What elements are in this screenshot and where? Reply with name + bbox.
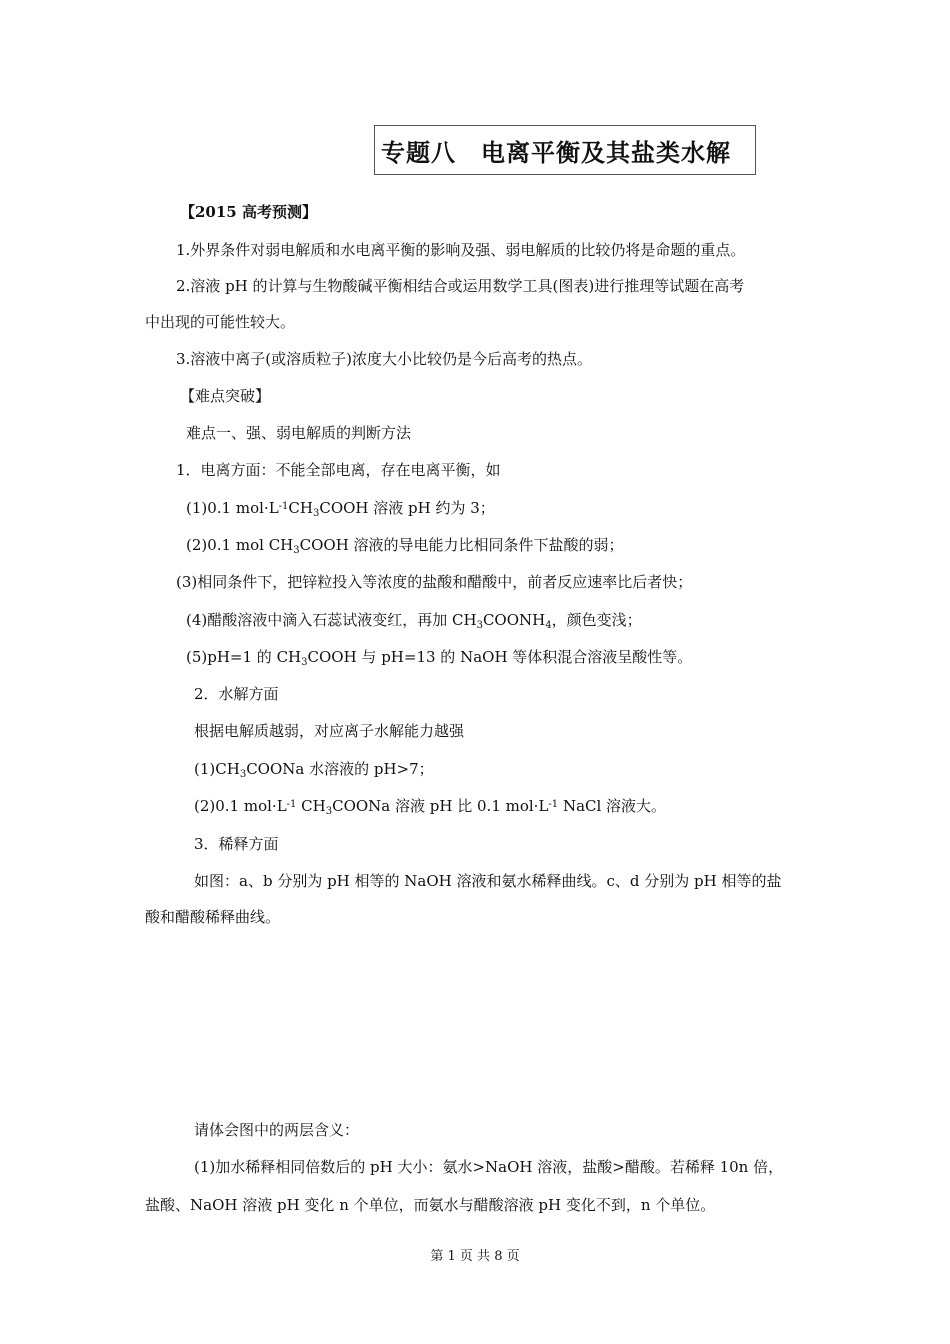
subscript: 3	[301, 657, 308, 668]
ionization-item-4	[186, 610, 642, 630]
difficulty-point-1: 难点一、强、弱电解质的判断方法	[186, 424, 412, 442]
text-run: (1)0.1 mol·L	[186, 499, 279, 517]
hydrolysis-item-2	[194, 796, 666, 816]
text-run: (5)pH=1 的 CH	[186, 648, 302, 666]
subscript: 3	[312, 508, 320, 519]
text-run: COOH 溶液的导电能力比相同条件下盐酸的弱；	[299, 536, 624, 554]
text-run: COOH 溶液 pH 约为 3；	[319, 499, 495, 517]
ionization-item-3: (3)相同条件下，把锌粒投入等浓度的盐酸和醋酸中，前者反应速率比后者快；	[176, 573, 693, 591]
ionization-item-2	[186, 535, 624, 555]
hydrolysis-item-1	[194, 759, 434, 779]
text-run: COONH	[482, 611, 546, 629]
dilution-text-line-2: 酸和醋酸稀释曲线。	[145, 908, 281, 926]
forecast-item-2: 2.溶液 pH 的计算与生物酸碱平衡相结合或运用数学工具(图表)进行推理等试题在高考	[176, 277, 745, 295]
meaning-1-line-1: (1)加水稀释相同倍数后的 pH 大小：氨水>NaOH 溶液，盐酸>醋酸。若稀释 10n 倍，	[194, 1158, 784, 1176]
dilution-text-line-1: 如图：a、b 分别为 pH 相等的 NaOH 溶液和氨水稀释曲线。c、d 分别为 pH 相等的盐	[194, 872, 782, 890]
text-run: (2)0.1 mol·L	[194, 797, 287, 815]
document-title-text: 专题八 电离平衡及其盐类水解	[381, 138, 731, 167]
text-run: COONa 水溶液的 pH>7；	[246, 760, 434, 778]
page-footer: 第 1 页 共 8 页	[430, 1249, 520, 1264]
forecast-item-1: 1.外界条件对弱电解质和水电离平衡的影响及强、弱电解质的比较仍将是命题的重点。	[176, 241, 746, 259]
forecast-item-3: 3.溶液中离子(或溶质粒子)浓度大小比较仍是今后高考的热点。	[176, 350, 593, 368]
text-run: (4)醋酸溶液中滴入石蕊试液变红，再加 CH	[186, 611, 477, 629]
superscript: -1	[286, 799, 297, 810]
text-run: CH	[296, 797, 326, 815]
text-run: NaCl 溶液大。	[558, 797, 667, 815]
ionization-item-1	[186, 498, 495, 518]
breakthrough-heading: 【难点突破】	[180, 387, 271, 405]
superscript: -1	[278, 501, 289, 512]
subscript: 4	[545, 620, 552, 631]
forecast-heading: 【2015 高考预测】	[180, 203, 317, 221]
subscript: 3	[239, 769, 247, 780]
text-run: COONa 溶液 pH 比 0.1 mol·L	[332, 797, 549, 815]
figure-prompt: 请体会图中的两层含义：	[194, 1121, 360, 1139]
document-title	[374, 125, 756, 175]
dilution-heading: 3．稀释方面	[194, 835, 279, 853]
hydrolysis-heading: 2．水解方面	[194, 685, 279, 703]
text-run: COOH 与 pH=13 的 NaOH 等体积混合溶液呈酸性等。	[307, 648, 693, 666]
superscript: -1	[548, 799, 559, 810]
subscript: 3	[476, 620, 483, 631]
subscript: 3	[325, 806, 333, 817]
ionization-heading: 1．电离方面：不能全部电离，存在电离平衡，如	[176, 461, 501, 479]
text-run: (1)CH	[194, 760, 240, 778]
forecast-item-2-cont: 中出现的可能性较大。	[145, 313, 296, 331]
subscript: 3	[293, 545, 300, 556]
text-run: ，颜色变浅；	[551, 611, 642, 629]
text-run: (2)0.1 mol CH	[186, 536, 294, 554]
meaning-1-line-2: 盐酸、NaOH 溶液 pH 变化 n 个单位，而氨水与醋酸溶液 pH 变化不到，n 个单位。	[145, 1196, 716, 1214]
text-run: CH	[288, 499, 313, 517]
ionization-item-5	[186, 647, 692, 667]
hydrolysis-intro: 根据电解质越弱，对应离子水解能力越强	[194, 722, 465, 740]
